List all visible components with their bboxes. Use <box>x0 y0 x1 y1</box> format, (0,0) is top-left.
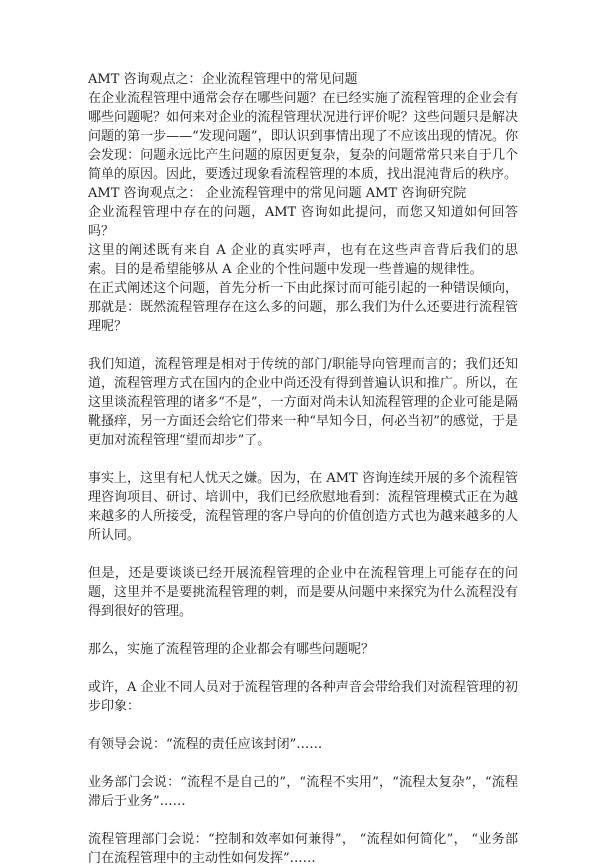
business-dept-quote: 业务部门会说：“流程不是自己的”，“流程不实用”，“流程太复杂”，“流程滞后于业务”…… <box>88 775 518 809</box>
leader-quote: 有领导会说：“流程的责任应该封闭”…… <box>88 737 323 752</box>
spacer <box>88 336 518 355</box>
document-subtitle: AMT 咨询观点之： 企业流程管理中的常见问题 AMT 咨询研究院 <box>88 186 467 201</box>
spacer <box>88 754 518 773</box>
spacer <box>88 450 518 469</box>
paragraph-3: 我们知道，流程管理是相对于传统的部门/职能导向管理而言的；我们还知道，流程管理方式在国内的企业中尚还没有得到普遍认识和推广。所以，在这里谈流程管理的诸多“不是”，一方面对尚未认知流程管理的企业可能是隔靴搔痒，另一方面还会给它们带来一种“早知今日，何必当初”的感觉，于是更加对流程管理“望而却步”了。 <box>88 357 518 448</box>
paragraph-5: 但是，还是要谈谈已经开展流程管理的企业中在流程管理上可能存在的问题，这里并不是要挑流程管理的刺，而是要从问题中来探究为什么流程没有得到很好的管理。 <box>88 566 518 619</box>
spacer <box>88 621 518 640</box>
paragraph-1: 这里的阐述既有来自 A 企业的真实呼声，也有在这些声音背后我们的思索。目的是希望能够从 A 企业的个性问题中发现一些普遍的规律性。 <box>88 243 518 277</box>
document-title: AMT 咨询观点之：企业流程管理中的常见问题 <box>88 72 358 87</box>
paragraph-6: 那么，实施了流程管理的企业都会有哪些问题呢？ <box>88 642 375 657</box>
process-dept-quote: 流程管理部门会说：“控制和效率如何兼得”， “流程如何简化”， “业务部门在流程管理中的主动性如何发挥”…… <box>88 832 518 866</box>
document-page <box>88 70 518 868</box>
paragraph-2: 在正式阐述这个问题，首先分析一下由此探讨而可能引起的一种错误倾向，那就是：既然流程管理存在这么多的问题，那么我们为什么还要进行流程管理呢？ <box>88 281 518 334</box>
spacer <box>88 811 518 830</box>
paragraph-7: 或许，A 企业不同人员对于流程管理的各种声音会带给我们对流程管理的初步印象： <box>88 680 518 714</box>
paragraph-4: 事实上，这里有杞人忧天之嫌。因为，在 AMT 咨询连续开展的多个流程管理咨询项目、研讨、培训中，我们已经欣慰地看到：流程管理模式正在为越来越多的人所接受，流程管理的客户导向的价值创造方式也为越来越多的人所认同。 <box>88 471 518 543</box>
spacer <box>88 659 518 678</box>
spacer <box>88 545 518 564</box>
question-paragraph: 企业流程管理中存在的问题，AMT 咨询如此提问，而您又知道如何回答吗？ <box>88 205 518 239</box>
spacer <box>88 716 518 735</box>
intro-paragraph: 在企业流程管理中通常会存在哪些问题？在已经实施了流程管理的企业会有哪些问题呢？如何来对企业的流程管理状况进行评价呢？这些问题只是解决问题的第一步——“发现问题”，即认识到事情出现了不应该出现的情况。你会发现：问题永远比产生问题的原因更复杂，复杂的问题常常只来自于几个简单的原因。因此，要透过现象看流程管理的本质，找出混沌背后的秩序。 <box>88 91 518 182</box>
